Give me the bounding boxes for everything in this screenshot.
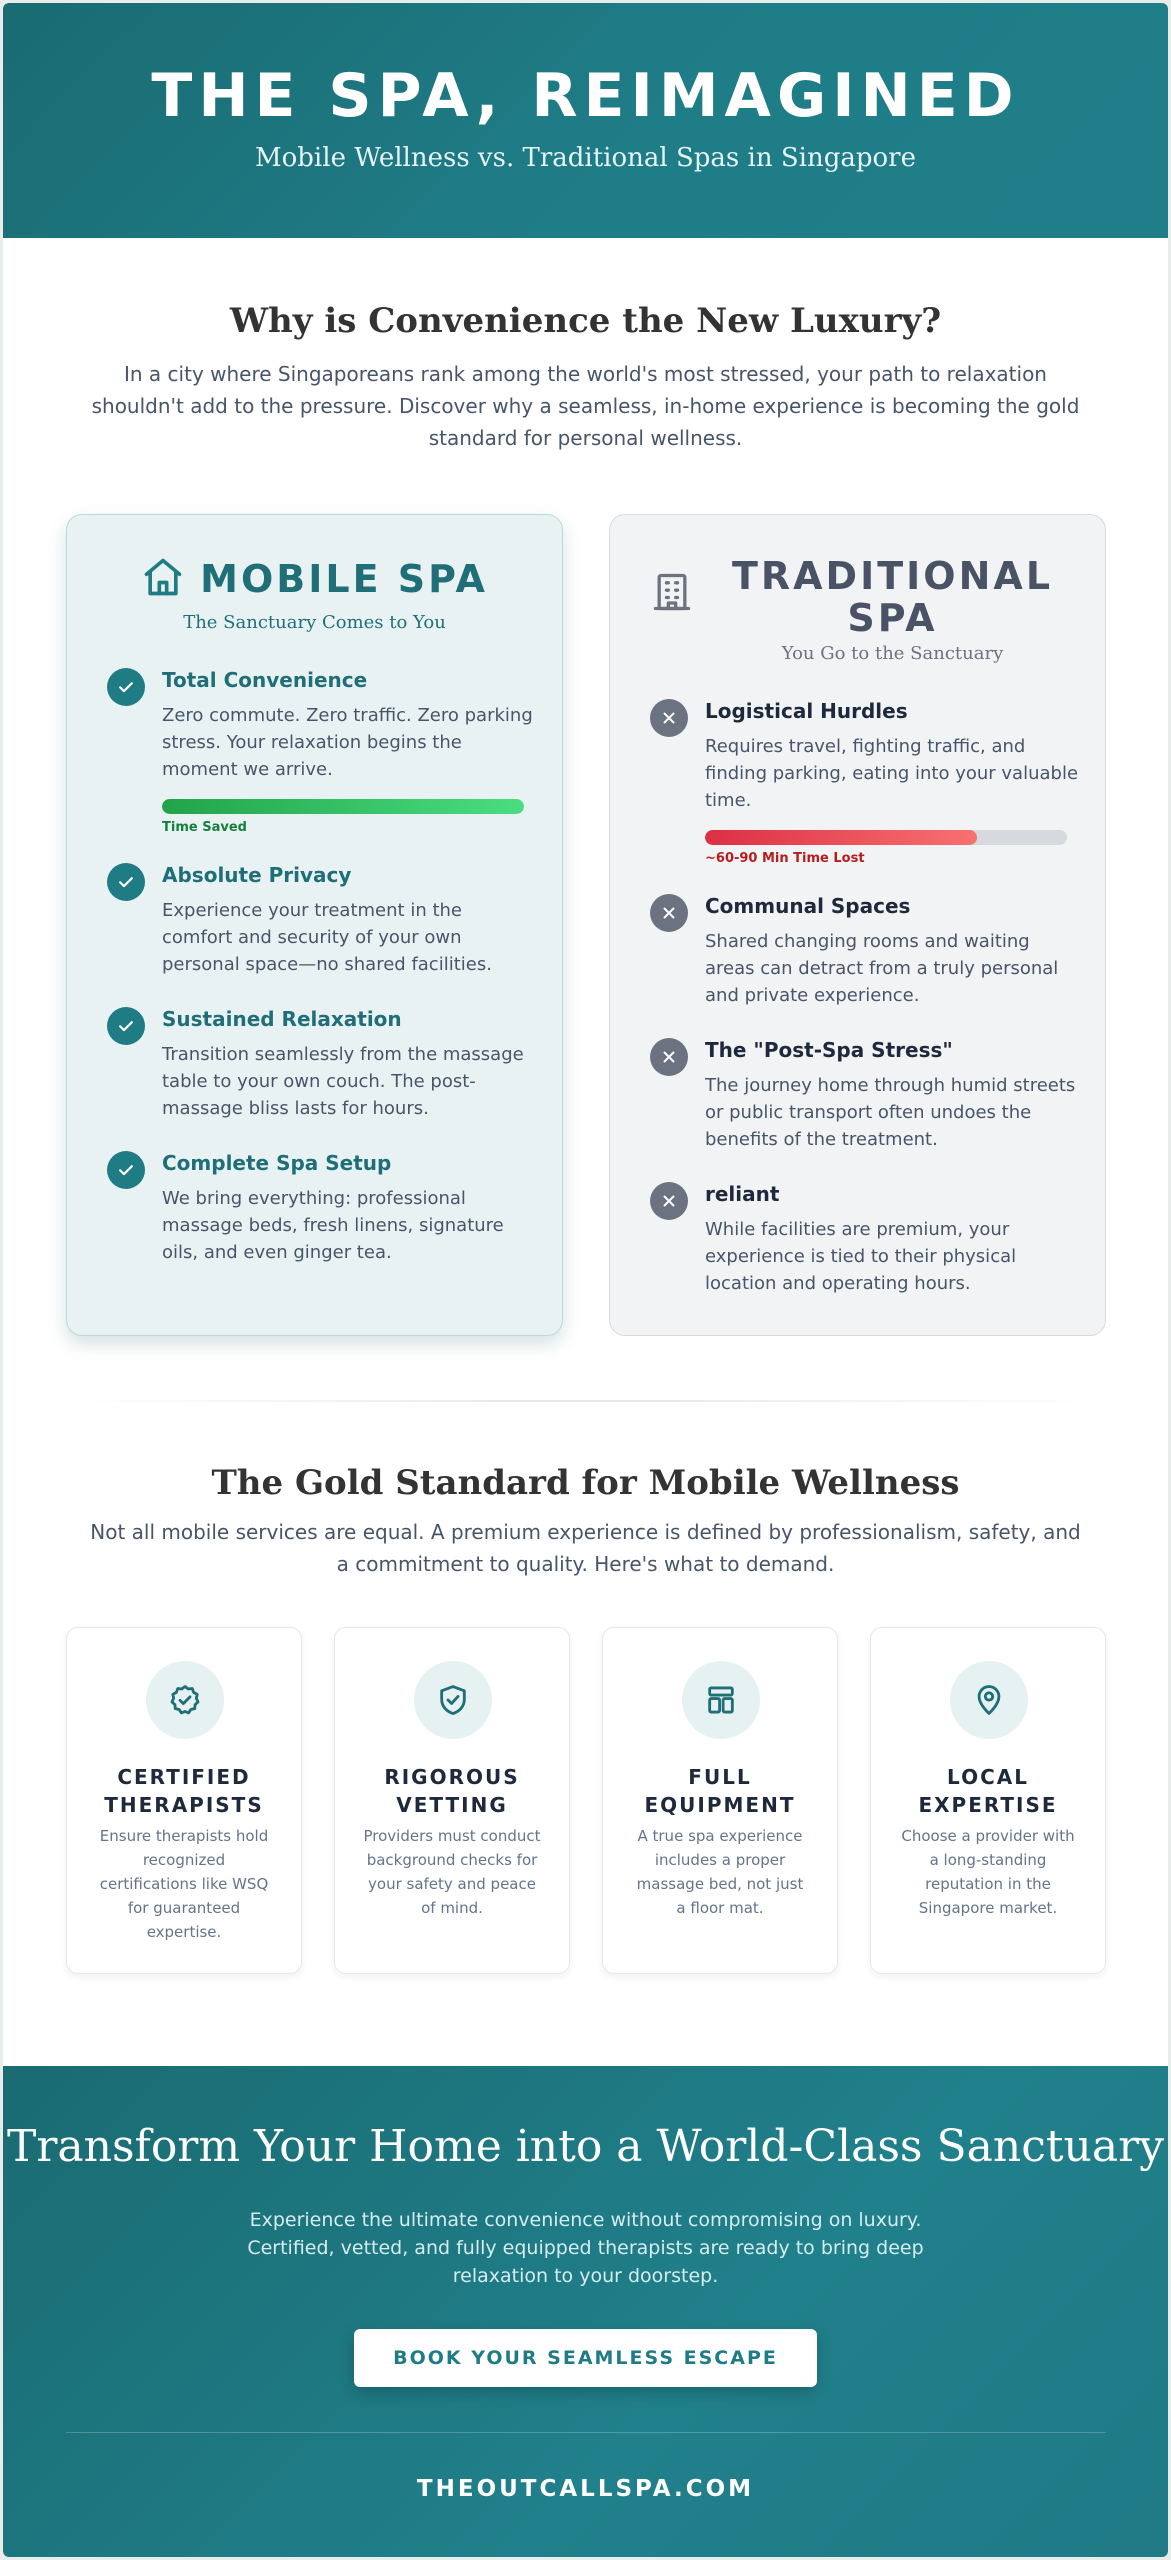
feature-text: Providers must conduct background checks for your safety and peace of mind. [363,1827,541,1917]
cta-text: Experience the ultimate convenience without compromising on luxury. Certified, vetted, and fully equipped therapists are ready to bring deep relaxation to your doorstep. [247,2209,924,2287]
home-icon [141,555,185,603]
mobile-spa-card [66,514,563,1336]
feature-title: LOCAL EXPERTISE [918,1765,1058,1817]
mobile-item-text: Zero commute. Zero traffic. Zero parking stress. Your relaxation begins the moment we arrive. [162,705,533,780]
mobile-spa-tagline: The Sanctuary Comes to You [183,612,446,633]
page-subtitle: Mobile Wellness vs. Traditional Spas in Singapore [255,143,916,173]
time-saved-label: Time Saved [162,820,247,835]
traditional-item-title: The "Post-Spa Stress" [705,1038,953,1062]
feature-text: Ensure therapists hold recognized certifications like WSQ for guaranteed expertise. [99,1827,269,1941]
gold-standard-title: The Gold Standard for Mobile Wellness [211,1463,960,1503]
feature-text: A true spa experience includes a proper massage bed, not just a floor mat. [636,1827,804,1917]
mobile-item-title: Absolute Privacy [162,863,352,887]
feature-text: Choose a provider with a long-standing reputation in the Singapore market. [901,1827,1075,1917]
x-icon [650,699,688,737]
mobile-spa-title: MOBILE SPA [200,557,488,601]
feature-title: FULL EQUIPMENT [644,1765,796,1817]
layout-icon [682,1661,760,1739]
feature-card-local [870,1627,1106,1974]
cta-title: Transform Your Home into a World-Class Sanctuary [7,2121,1164,2172]
traditional-spa-heading [710,555,1075,639]
cta-divider [66,2432,1106,2433]
mobile-item-text: We bring everything: professional massage beds, fresh linens, signature oils, and even ginger tea. [162,1188,504,1263]
mobile-item-title: Total Convenience [162,668,368,692]
check-icon [107,863,145,901]
intro-text: In a city where Singaporeans rank among the world's most stressed, your path to relaxation shouldn't add to the pressure. Discover why a seamless, in-home experience is becoming the gold standard for personal wellness. [91,362,1080,450]
mobile-spa-heading [67,555,562,603]
map-pin-icon [950,1661,1028,1739]
time-lost-bar [705,830,1067,845]
badge-check-icon [146,1661,224,1739]
traditional-item-title: reliant [705,1182,780,1206]
mobile-item-title: Complete Spa Setup [162,1151,392,1175]
building-icon [650,570,694,618]
traditional-item-title: Communal Spaces [705,894,911,918]
traditional-spa-tagline: You Go to the Sanctuary [781,643,1004,664]
time-saved-bar-fill [162,799,524,814]
mobile-item-text: Experience your treatment in the comfort and security of your own personal space—no shared facilities. [162,900,492,975]
page [3,3,1168,2557]
x-icon [650,1038,688,1076]
header-banner [3,3,1168,238]
traditional-item-text: The journey home through humid streets or public transport often undoes the benefits of the treatment. [705,1075,1076,1150]
traditional-spa-title: TRADITIONAL SPA [731,554,1054,640]
time-lost-bar-fill [705,830,977,845]
book-button[interactable]: BOOK YOUR SEAMLESS ESCAPE [354,2329,817,2387]
feature-title: CERTIFIED THERAPISTS [104,1765,264,1817]
mobile-item-title: Sustained Relaxation [162,1007,402,1031]
mobile-item-text: Transition seamlessly from the massage table to your own couch. The post-massage bliss lasts for hours. [162,1044,524,1119]
shield-check-icon [414,1661,492,1739]
check-icon [107,1151,145,1189]
traditional-spa-card [609,514,1106,1336]
check-icon [107,668,145,706]
feature-title: RIGOROUS VETTING [384,1765,520,1817]
site-link[interactable]: THEOUTCALLSPA.COM [416,2476,755,2502]
feature-card-equipment [602,1627,838,1974]
traditional-item-text: Shared changing rooms and waiting areas can detract from a truly personal and private experience. [705,931,1059,1006]
time-lost-label: ~60-90 Min Time Lost [705,851,865,866]
traditional-item-text: Requires travel, fighting traffic, and finding parking, eating into your valuable time. [705,736,1079,811]
page-title: THE SPA, REIMAGINED [151,61,1020,131]
traditional-item-text: While facilities are premium, your experience is tied to their physical location and operating hours. [705,1219,1017,1294]
feature-card-vetting [334,1627,570,1974]
section-divider [63,1400,1108,1402]
x-icon [650,894,688,932]
cta-section [3,2066,1168,2557]
traditional-item-title: Logistical Hurdles [705,699,908,723]
intro-title: Why is Convenience the New Luxury? [229,301,942,341]
gold-standard-text: Not all mobile services are equal. A premium experience is defined by professionalism, safety, and a commitment to quality. Here's what to demand. [90,1520,1081,1576]
check-icon [107,1007,145,1045]
feature-card-certified [66,1627,302,1974]
time-saved-bar [162,799,524,814]
x-icon [650,1182,688,1220]
